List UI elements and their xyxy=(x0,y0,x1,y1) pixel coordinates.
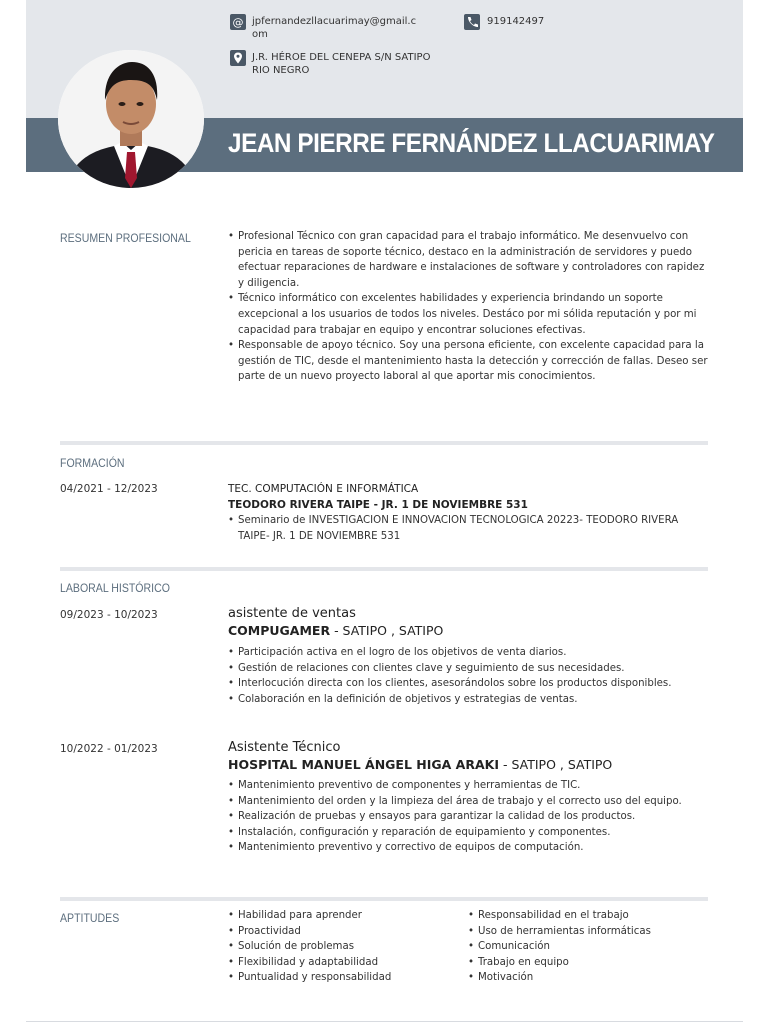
job-duty-item: • Mantenimiento del orden y la limpieza del área de trabajo y el correcto uso del equipo. xyxy=(228,794,712,810)
education-degree: TEC. COMPUTACIÓN E INFORMÁTICA xyxy=(228,483,419,495)
job-role: Asistente Técnico xyxy=(228,740,341,755)
skills-column-right xyxy=(468,908,708,986)
job-date: 10/2022 - 01/2023 xyxy=(60,743,158,755)
skill-item: • Habilidad para aprender xyxy=(228,908,468,924)
summary-item: • Responsable de apoyo técnico. Soy una persona eficiente, con excelente capacidad para la gestión de TIC, desde el mantenimiento hasta la detección y corrección de fallas. Deseo ser parte de un nuevo proyecto laboral al que aportar mis conocimientos. xyxy=(228,338,712,385)
job-duty-item: • Instalación, configuración y reparación de equipamiento y componentes. xyxy=(228,825,712,841)
job-company-line xyxy=(228,623,443,638)
education-item: • Seminario de INVESTIGACION E INNOVACION TECNOLOGICA 20223- TEODORO RIVERA TAIPE- JR. 1 DE NOVIEMBRE 531 xyxy=(228,513,712,544)
phone-contact[interactable]: 919142497 xyxy=(487,16,545,27)
skill-item: • Proactividad xyxy=(228,924,468,940)
address-line-1: J.R. HÉROE DEL CENEPA S/N SATIPO xyxy=(252,52,431,63)
section-divider xyxy=(60,897,708,901)
skill-item: • Solución de problemas xyxy=(228,939,468,955)
job-duty-item: • Gestión de relaciones con clientes clave y seguimiento de sus necesidades. xyxy=(228,661,712,677)
job-company: HOSPITAL MANUEL ÁNGEL HIGA ARAKI xyxy=(228,757,499,772)
job-duty-item: • Colaboración en la definición de objetivos y estrategias de ventas. xyxy=(228,692,712,708)
summary-item: • Profesional Técnico con gran capacidad para el trabajo informático. Me desenvuelvo con pericia en tareas de soporte técnico, destaco en la administración de servidores y puedo efectuar reparaciones de hardware e instalaciones de software y controladores con rapidez y diligencia. xyxy=(228,229,712,291)
section-divider xyxy=(60,441,708,445)
skills-column-left xyxy=(228,908,468,986)
job-company-line xyxy=(228,757,612,772)
candidate-name: JEAN PIERRE FERNÁNDEZ LLACUARIMAY xyxy=(228,128,715,158)
education-date: 04/2021 - 12/2023 xyxy=(60,483,158,495)
work-section-title: LABORAL HISTÓRICO xyxy=(60,581,170,595)
section-divider xyxy=(60,567,708,571)
job-date: 09/2023 - 10/2023 xyxy=(60,609,158,621)
education-section-title: FORMACIÓN xyxy=(60,456,125,470)
education-details xyxy=(228,513,712,544)
skill-item: • Flexibilidad y adaptabilidad xyxy=(228,955,468,971)
job-duty-item: • Mantenimiento preventivo de componentes y herramientas de TIC. xyxy=(228,778,712,794)
job-duty-item: • Participación activa en el logro de los objetivos de venta diarios. xyxy=(228,645,712,661)
skill-item: • Responsabilidad en el trabajo xyxy=(468,908,708,924)
job-duty-item: • Realización de pruebas y ensayos para garantizar la calidad de los productos. xyxy=(228,809,712,825)
skill-item: • Trabajo en equipo xyxy=(468,955,708,971)
job-duty-item: • Mantenimiento preventivo y correctivo de equipos de computación. xyxy=(228,840,712,856)
location-pin-icon xyxy=(230,50,246,66)
job-location: - SATIPO , SATIPO xyxy=(330,623,444,638)
svg-text:@: @ xyxy=(232,16,244,29)
at-icon xyxy=(230,14,246,30)
skill-item: • Puntualidad y responsabilidad xyxy=(228,970,468,986)
email-line-1: jpfernandezllacuarimay@gmail.c xyxy=(252,16,417,27)
address-line-2: RIO NEGRO xyxy=(252,65,310,76)
summary-section xyxy=(228,229,712,385)
email-line-2: om xyxy=(252,29,268,40)
skill-item: • Uso de herramientas informáticas xyxy=(468,924,708,940)
job-duty-item: • Interlocución directa con los clientes, asesorándolos sobre los productos disponibles. xyxy=(228,676,712,692)
page-bottom-line xyxy=(26,1021,743,1022)
profile-photo xyxy=(58,50,204,188)
email-contact[interactable] xyxy=(252,15,416,41)
education-institution: TEODORO RIVERA TAIPE - JR. 1 DE NOVIEMBRE 531 xyxy=(228,499,528,511)
job-location: - SATIPO , SATIPO xyxy=(499,757,613,772)
job-duties xyxy=(228,778,712,856)
address-contact xyxy=(252,51,430,77)
phone-icon xyxy=(464,14,480,30)
job-role: asistente de ventas xyxy=(228,606,356,621)
summary-section-title: RESUMEN PROFESIONAL xyxy=(60,231,191,245)
skill-item: • Motivación xyxy=(468,970,708,986)
skill-item: • Comunicación xyxy=(468,939,708,955)
summary-item: • Técnico informático con excelentes habilidades y experiencia brindando un soporte excepcional a los usuarios de todos los niveles. Destáco por mi sólida reputación y por mi capacidad para trabajar en equipo y encontrar soluciones efectivas. xyxy=(228,291,712,338)
job-duties xyxy=(228,645,712,707)
skills-section-title: APTITUDES xyxy=(60,911,120,925)
job-company: COMPUGAMER xyxy=(228,623,331,638)
